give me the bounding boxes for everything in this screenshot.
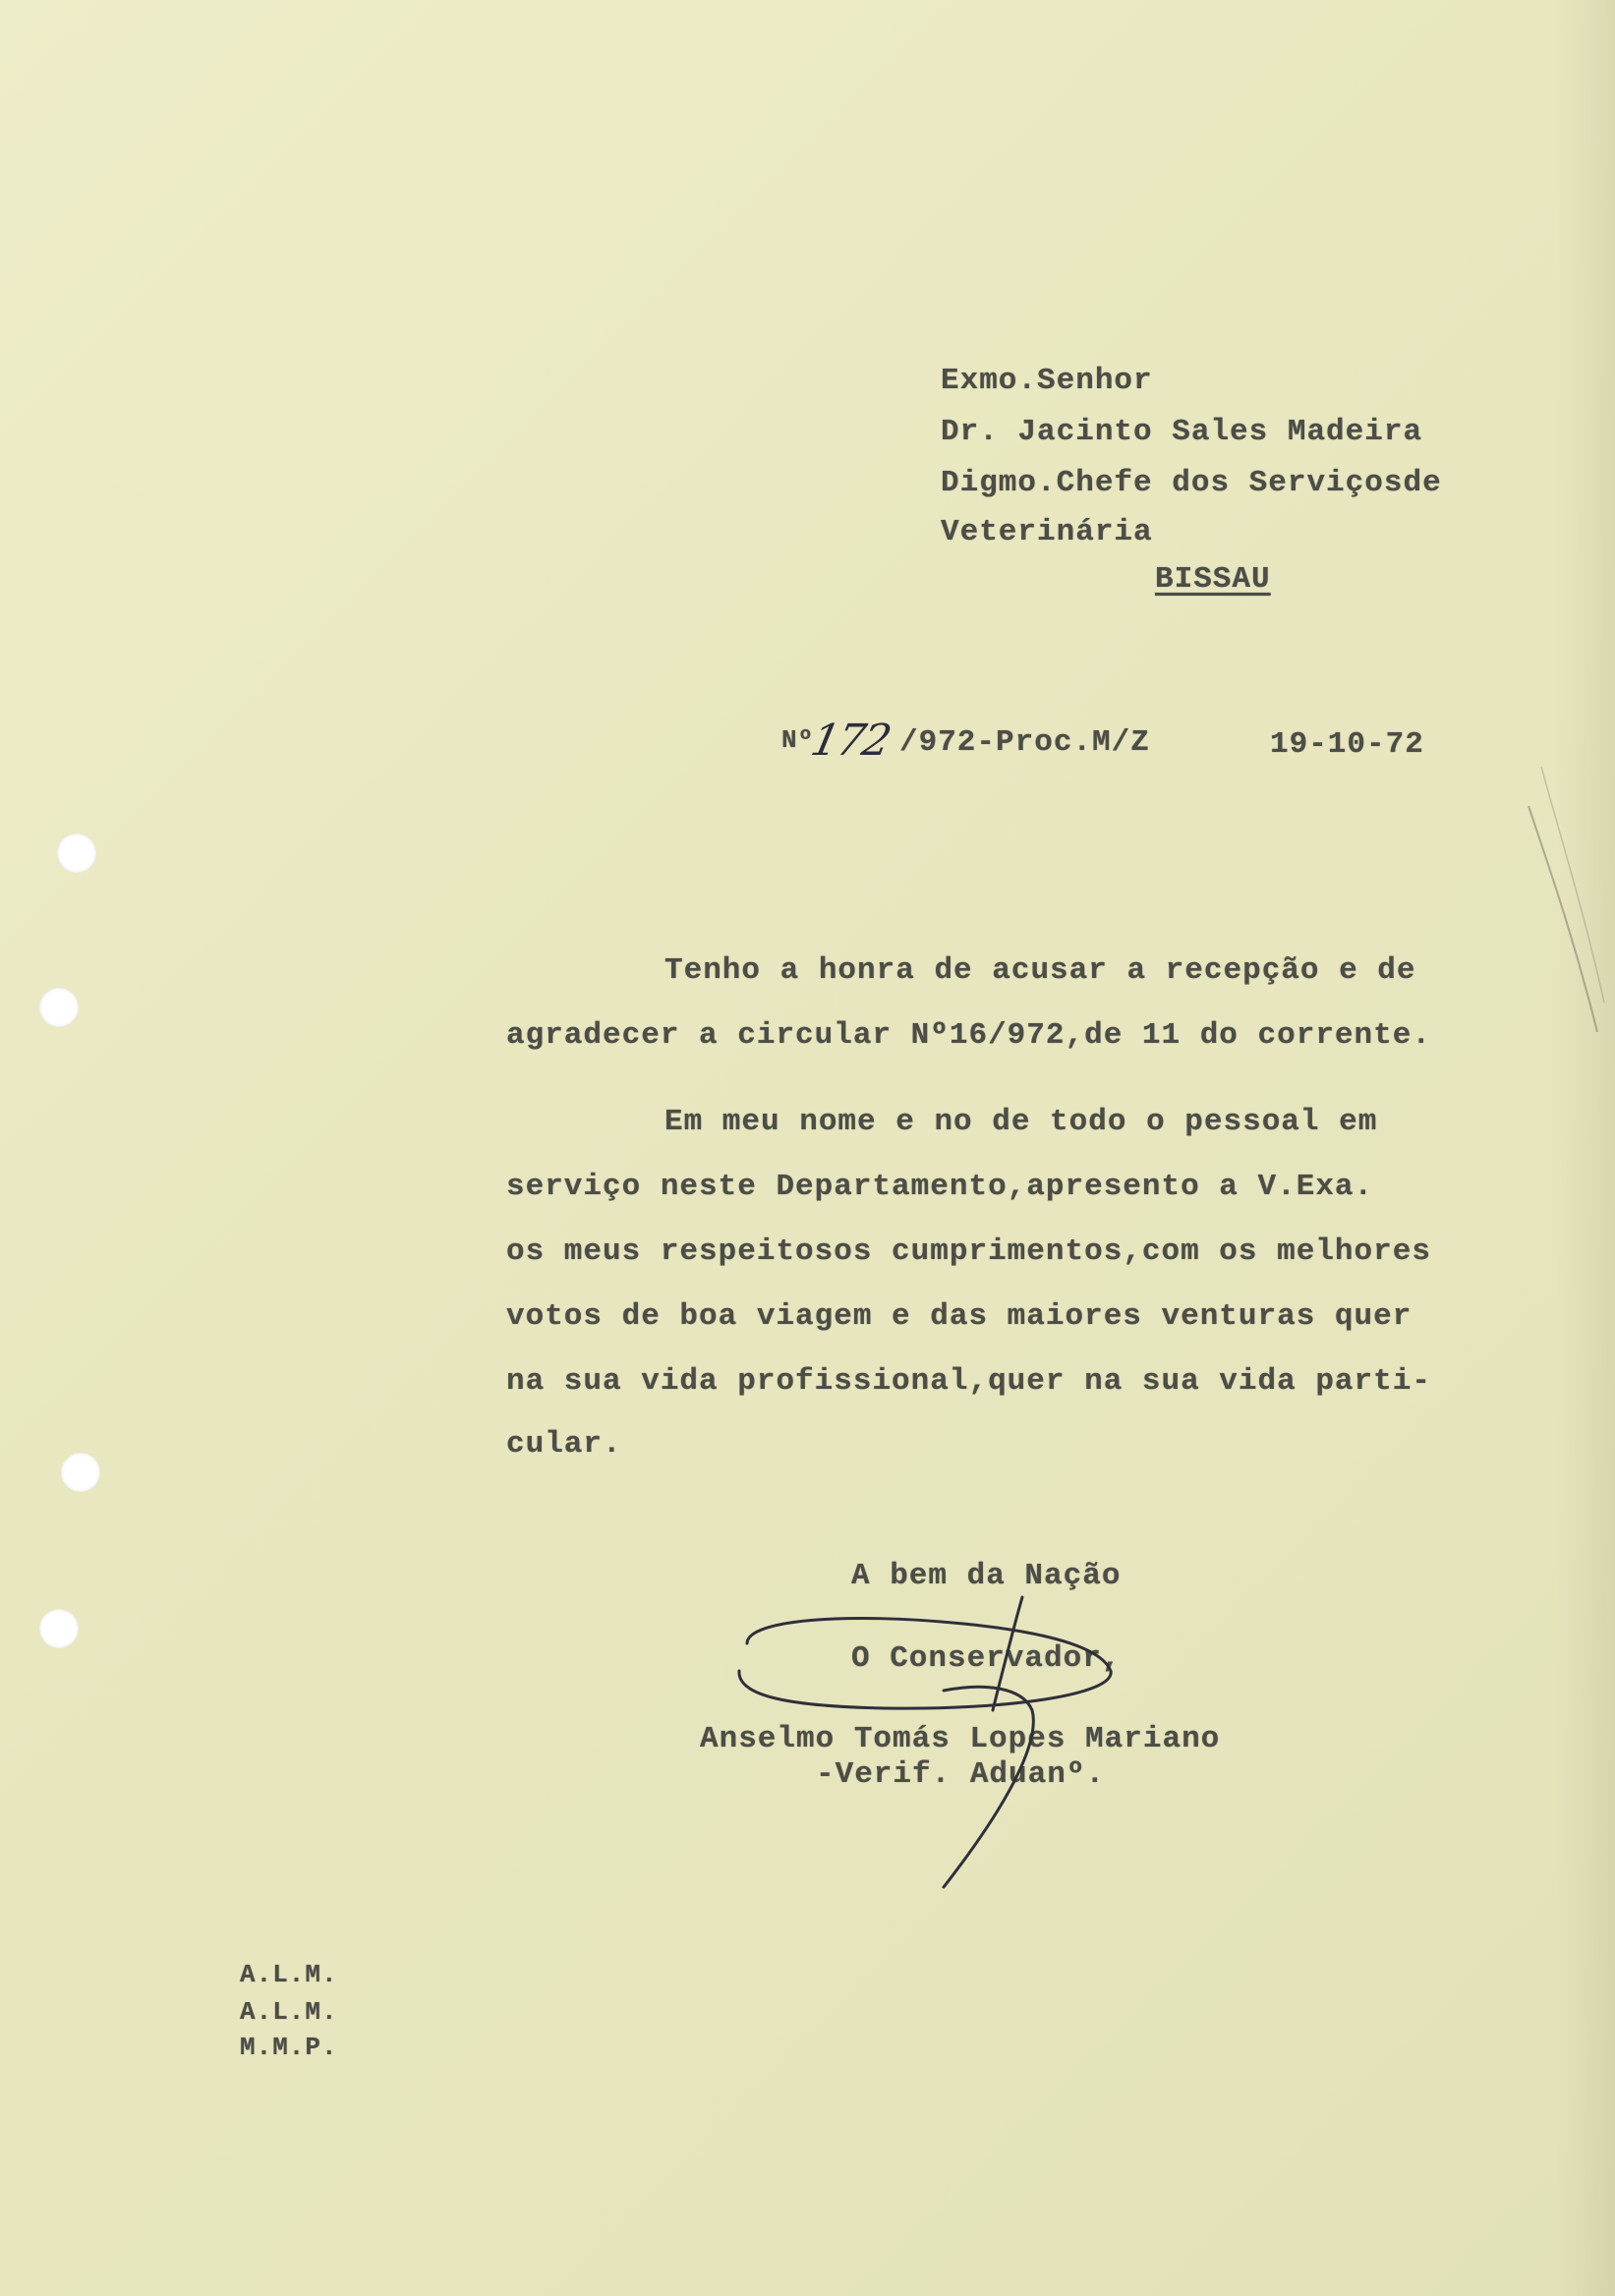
addressee-position-line2: Veterinária	[941, 515, 1153, 549]
reference-handwritten-number: 172	[806, 716, 894, 766]
reference-suffix: /972-Proc.M/Z	[899, 725, 1150, 760]
punch-hole	[39, 1609, 79, 1648]
page-edge-shadow	[1556, 0, 1615, 2296]
reference-prefix: Nº	[781, 725, 815, 755]
body-paragraph1-line: Tenho a honra de acusar a recepção e de	[664, 953, 1416, 988]
body-paragraph2-line: na sua vida profissional,quer na sua vida parti-	[506, 1364, 1431, 1399]
initials-line: M.M.P.	[240, 2033, 338, 2062]
signatory-title: -Verif. Aduanº.	[816, 1757, 1106, 1792]
closing-formula: A bem da Nação	[851, 1559, 1122, 1593]
body-paragraph2-line: Em meu nome e no de todo o pessoal em	[664, 1105, 1378, 1139]
punch-hole	[57, 833, 96, 873]
closing-role: O Conservador,	[851, 1641, 1122, 1676]
punch-hole	[61, 1453, 100, 1492]
initials-line: A.L.M.	[240, 1960, 338, 1989]
body-paragraph2-line: cular.	[506, 1427, 622, 1462]
addressee-city: BISSAU	[1155, 562, 1271, 597]
punch-hole	[39, 988, 79, 1027]
reference-date: 19-10-72	[1270, 727, 1424, 762]
initials-line: A.L.M.	[240, 1997, 338, 2027]
addressee-salutation: Exmo.Senhor	[941, 364, 1153, 398]
body-paragraph2-line: os meus respeitosos cumprimentos,com os melhores	[506, 1234, 1431, 1269]
addressee-name: Dr. Jacinto Sales Madeira	[941, 415, 1423, 449]
body-paragraph2-line: votos de boa viagem e das maiores venturas quer	[506, 1299, 1413, 1334]
body-paragraph2-line: serviço neste Departamento,apresento a V.Exa.	[506, 1170, 1374, 1204]
addressee-position-line1: Digmo.Chefe dos Serviçosde	[941, 466, 1442, 500]
body-paragraph1-line: agradecer a circular Nº16/972,de 11 do corrente.	[506, 1018, 1431, 1053]
signatory-name: Anselmo Tomás Lopes Mariano	[700, 1722, 1221, 1756]
